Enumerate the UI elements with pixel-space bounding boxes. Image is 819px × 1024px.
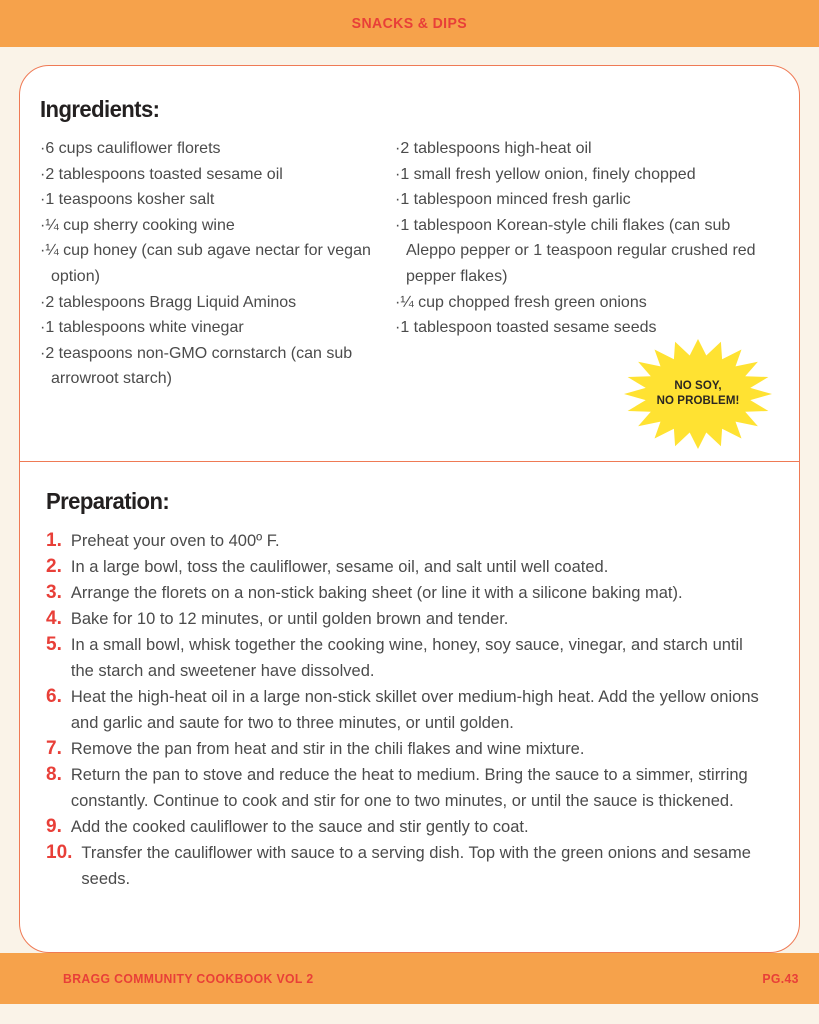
ingredients-heading: Ingredients: bbox=[40, 96, 160, 122]
ingredients-section bbox=[20, 66, 799, 462]
step-text: In a large bowl, toss the cauliflower, sesame oil, and salt until well coated. bbox=[70, 558, 609, 576]
step-text: Remove the pan from heat and stir in the chili flakes and wine mixture. bbox=[70, 740, 585, 758]
ingredient-item: · 1 teaspoons kosher salt bbox=[40, 187, 392, 213]
step-number: 6. bbox=[46, 686, 62, 707]
preparation-heading: Preparation: bbox=[46, 488, 170, 514]
preparation-section bbox=[20, 462, 799, 892]
ingredient-item: · 2 tablespoons Bragg Liquid Aminos bbox=[40, 290, 392, 316]
ingredient-item: · ¼ cup chopped fresh green onions bbox=[395, 290, 779, 316]
badge-line1: NO SOY, bbox=[674, 380, 722, 392]
step-number: 5. bbox=[46, 634, 62, 655]
step-number: 1. bbox=[46, 530, 62, 551]
step-text: Bake for 10 to 12 minutes, or until golden brown and tender. bbox=[70, 610, 509, 628]
step-text: In a small bowl, whisk together the cooking wine, honey, soy sauce, vinegar, and starch until the starch and sweetener have dissolved. bbox=[70, 636, 743, 680]
step-number: 8. bbox=[46, 764, 62, 785]
ingredients-left-column bbox=[40, 136, 392, 392]
step-text: Preheat your oven to 400º F. bbox=[70, 532, 280, 550]
no-soy-badge bbox=[623, 338, 773, 450]
step-text: Heat the high-heat oil in a large non-stick skillet over medium-high heat. Add the yellow onions and garlic and saute for two to three minutes, or until golden. bbox=[70, 688, 759, 732]
preparation-step bbox=[46, 684, 773, 736]
ingredient-item: · 2 tablespoons high-heat oil bbox=[395, 136, 779, 162]
preparation-step bbox=[46, 606, 773, 632]
step-number: 7. bbox=[46, 738, 62, 759]
step-number: 4. bbox=[46, 608, 62, 629]
recipe-card bbox=[19, 65, 800, 953]
step-number: 2. bbox=[46, 556, 62, 577]
step-text: Return the pan to stove and reduce the heat to medium. Bring the sauce to a simmer, stirring constantly. Continue to cook and stir for one to two minutes, or until the sauce is thickened. bbox=[70, 766, 748, 810]
ingredient-item: · 1 tablespoon minced fresh garlic bbox=[395, 187, 779, 213]
ingredient-item: · 2 teaspoons non-GMO cornstarch (can sub arrowroot starch) bbox=[40, 341, 392, 392]
footer-book-title: BRAGG COMMUNITY COOKBOOK VOL 2 bbox=[63, 971, 314, 986]
badge-label bbox=[623, 338, 773, 450]
ingredient-item: · 1 tablespoon toasted sesame seeds bbox=[395, 315, 779, 341]
chapter-title: SNACKS & DIPS bbox=[351, 15, 468, 32]
ingredient-item: · 1 tablespoon Korean-style chili flakes (can sub Aleppo pepper or 1 teaspoon regular crushed red pepper flakes) bbox=[395, 213, 779, 290]
preparation-step bbox=[46, 736, 773, 762]
preparation-steps bbox=[46, 528, 773, 892]
preparation-step bbox=[46, 528, 773, 554]
preparation-step bbox=[46, 632, 773, 684]
page-footer-bar bbox=[0, 953, 819, 1004]
footer-page-number: PG.43 bbox=[762, 971, 799, 986]
ingredient-item: · 1 tablespoons white vinegar bbox=[40, 315, 392, 341]
badge-line2: NO PROBLEM! bbox=[656, 395, 740, 407]
ingredient-item: · ¼ cup honey (can sub agave nectar for vegan option) bbox=[40, 238, 392, 289]
page-header-bar bbox=[0, 0, 819, 47]
step-number: 10. bbox=[46, 842, 73, 863]
preparation-step bbox=[46, 554, 773, 580]
step-number: 3. bbox=[46, 582, 62, 603]
ingredient-item: · 2 tablespoons toasted sesame oil bbox=[40, 162, 392, 188]
ingredient-item: · ¼ cup sherry cooking wine bbox=[40, 213, 392, 239]
ingredient-item: · 6 cups cauliflower florets bbox=[40, 136, 392, 162]
preparation-step bbox=[46, 762, 773, 814]
preparation-step bbox=[46, 580, 773, 606]
ingredient-item: · 1 small fresh yellow onion, finely chopped bbox=[395, 162, 779, 188]
step-text: Arrange the florets on a non-stick baking sheet (or line it with a silicone baking mat). bbox=[70, 584, 683, 602]
step-number: 9. bbox=[46, 816, 62, 837]
step-text: Transfer the cauliflower with sauce to a serving dish. Top with the green onions and sesame seeds. bbox=[81, 844, 751, 888]
preparation-step bbox=[46, 814, 773, 840]
preparation-step bbox=[46, 840, 773, 892]
step-text: Add the cooked cauliflower to the sauce and stir gently to coat. bbox=[70, 818, 529, 836]
